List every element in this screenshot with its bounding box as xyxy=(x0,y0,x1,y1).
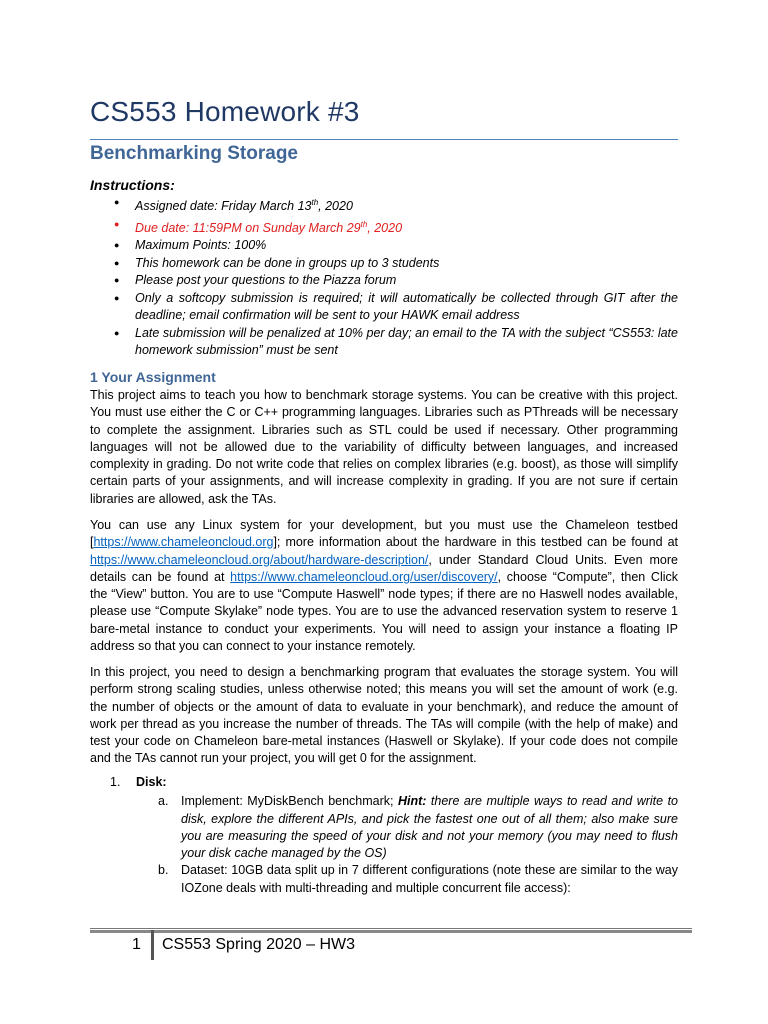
instruction-piazza: ● Please post your questions to the Piazza forum xyxy=(90,272,678,290)
list-number: 1. xyxy=(110,775,121,789)
footer-divider-thin xyxy=(90,928,692,929)
title-divider xyxy=(90,139,678,140)
chameleon-home-link[interactable]: https://www.chameleoncloud.org xyxy=(93,535,274,550)
footer-divider xyxy=(90,930,692,933)
section-heading-assignment: 1 Your Assignment xyxy=(90,369,216,385)
instructions-list xyxy=(90,194,678,360)
page-title: CS553 Homework #3 xyxy=(90,96,360,127)
instruction-assigned-date: ● Assigned date: Friday March 13th, 2020 xyxy=(90,194,678,216)
paragraph-chameleon: You can use any Linux system for your development, but you must use the Chameleon testbed [https://www.chameleoncloud.org]; more information about the hardware in this testbed can be found at https://www.chameleoncloud.org/about/hardware-description/, under Standard Cloud Units. Even more details can be found at https://www.chameleoncloud.org/user/discovery/, choose “Compute”, then Click the “View” button. You are to use “Compute Haswell” node types; if there are no Haswell nodes available, please use “Compute Skylake” node types. You are to use the advanced reservation system to reserve 1 bare-metal instance to conduct your experiments. You will need to assign your instance a floating IP address so that you can connect to your instance remotely. xyxy=(90,518,678,654)
footer-separator xyxy=(151,930,154,960)
instruction-late-submission: ● Late submission will be penalized at 10% per day; an email to the TA with the subject “CS553: late homework submission” must be sent xyxy=(90,325,678,360)
instruction-due-date: ● Due date: 11:59PM on Sunday March 29th, 2020 xyxy=(90,216,678,238)
paragraph-benchmark-design: In this project, you need to design a benchmarking program that evaluates the storage system. You will perform strong scaling studies, unless otherwise noted; this means you will set the amount of work (e.g. the number of objects or the amount of data to evaluate in your benchmark), and reduce the amount of work per thread as you increase the number of threads. The TAs will compile (with the help of make) and test your code on Chameleon bare-metal instances (Haswell or Skylake). If your code does not compile and the TAs cannot run your project, you will get 0 for the assignment. xyxy=(90,665,678,766)
footer-text: CS553 Spring 2020 – HW3 xyxy=(162,936,355,953)
instructions-heading: Instructions: xyxy=(90,177,175,193)
page-subtitle: Benchmarking Storage xyxy=(90,143,298,164)
instruction-groups: ● This homework can be done in groups up to 3 students xyxy=(90,255,678,273)
sub-item-implement: a. Implement: MyDiskBench benchmark; Hint: there are multiple ways to read and write to disk, explore the different APIs, and pick the fastest one out of all them; also make sure you are measuring the speed of your disk and not your memory (you may need to flush your disk cache managed by the OS) xyxy=(158,794,678,861)
instruction-max-points: ● Maximum Points: 100% xyxy=(90,237,678,255)
sub-list xyxy=(136,793,678,897)
list-item-disk xyxy=(90,774,678,897)
footer-page-number: 1 xyxy=(132,936,141,953)
task-list xyxy=(90,774,678,897)
sub-item-dataset: b. Dataset: 10GB data split up in 7 different configurations (note these are similar to the way IOZone deals with multi-threading and multiple concurrent file access): xyxy=(158,863,678,895)
instruction-softcopy: ● Only a softcopy submission is required; it will automatically be collected through GIT after the deadline; email confirmation will be sent to your HAWK email address xyxy=(90,290,678,325)
user-discovery-link[interactable]: https://www.chameleoncloud.org/user/discovery/ xyxy=(230,569,498,584)
list-item-label: Disk: xyxy=(136,775,167,789)
paragraph-intro: This project aims to teach you how to benchmark storage systems. You can be creative with this project. You must use either the C or C++ programming languages. Libraries such as PThreads will be necessary to complete the assignment. Libraries such as STL could be used if necessary. Other programming languages will not be allowed due to the variability of difficulty between languages, and increased complexity in grading. Do not write code that relies on complex libraries (e.g. boost), as those will simplify certain parts of your assignments, and will increase complexity in grading. If you are not sure if certain libraries are allowed, ask the TAs. xyxy=(90,388,678,506)
hardware-description-link[interactable]: https://www.chameleoncloud.org/about/hardware-description/ xyxy=(90,552,429,567)
